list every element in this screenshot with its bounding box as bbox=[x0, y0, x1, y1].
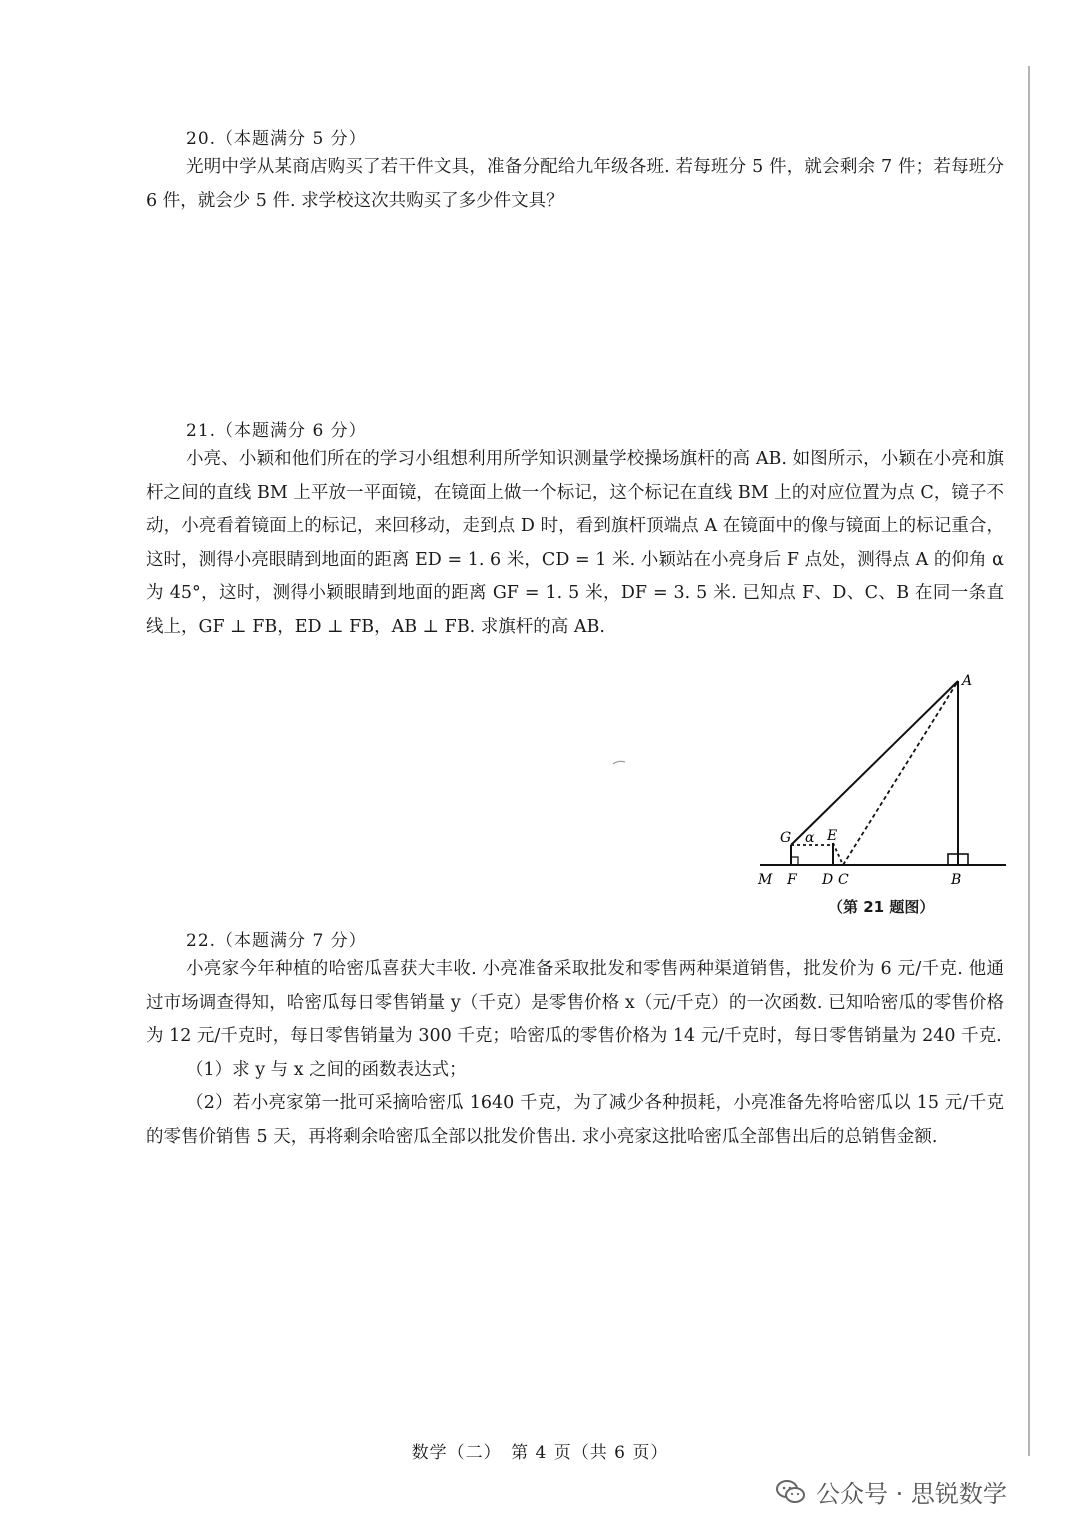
q21-body bbox=[146, 443, 1004, 644]
page-edge-line bbox=[1028, 66, 1030, 1456]
label-f: F bbox=[787, 872, 797, 888]
q21-header: 21.（本题满分 6 分） bbox=[186, 421, 367, 441]
q22-text: 小亮家今年种植的哈密瓜喜获大丰收. 小亮准备采取批发和零售两种渠道销售，批发价为 6 元/千克. 他通过市场调查得知，哈密瓜每日零售销量 y（千克）是零售价格 x（元/千克）的一次函数. 已知哈密瓜的零售价格为 12 元/千克时，每日零售销量为 300 千克；哈密瓜的零售价格为 14 元/千克时，每日零售销量为 240 千克. bbox=[146, 959, 1004, 1046]
label-c: C bbox=[838, 872, 849, 888]
scan-smudge bbox=[612, 758, 626, 766]
q22-body bbox=[146, 953, 1004, 1154]
label-m: M bbox=[758, 872, 773, 888]
sightline-ec bbox=[833, 843, 843, 865]
q21-text: 小亮、小颖和他们所在的学习小组想利用所学知识测量学校操场旗杆的高 AB. 如图所示，小颖在小亮和旗杆之间的直线 BM 上平放一平面镜，在镜面上做一个标记，这个标记在直线 BM 上的对应位置为点 C，镜子不动，小亮看着镜面上的标记，来回移动，走到点 D 时，看到旗杆顶端点 A 在镜面中的像与镜面上的标记重合，这时，测得小亮眼睛到地面的距离 ED = 1. 6 米，CD = 1 米. 小颖站在小亮身后 F 点处，测得点 A 的仰角 α 为 45°，这时，测得小颖眼睛到地面的距离 GF = 1. 5 米，DF = 3. 5 米. 已知点 F、D、C、B 在同一条直线上，GF ⊥ FB，ED ⊥ FB，AB ⊥ FB. 求旗杆的高 AB. bbox=[146, 449, 1004, 637]
label-e: E bbox=[827, 828, 838, 844]
q22-part2: （2）若小亮家第一批可采摘哈密瓜 1640 千克，为了减少各种损耗，小亮准备先将哈密瓜以 15 元/千克的零售价销售 5 天，再将剩余哈密瓜全部以批发价售出. 求小亮家这批哈密瓜全部售出后的总销售金额. bbox=[146, 1093, 1004, 1147]
q20-body bbox=[146, 151, 1004, 218]
label-b: B bbox=[951, 872, 962, 888]
q21-figure bbox=[750, 665, 1020, 895]
watermark-text: 公众号 · 思锐数学 bbox=[816, 1480, 1007, 1508]
reflection-ca bbox=[843, 681, 958, 865]
label-d: D bbox=[822, 872, 834, 888]
label-a: A bbox=[962, 673, 973, 689]
label-g: G bbox=[780, 830, 792, 846]
figure-caption: （第 21 题图） bbox=[828, 898, 935, 916]
q20-header: 20.（本题满分 5 分） bbox=[186, 129, 367, 149]
wechat-icon bbox=[776, 1479, 806, 1505]
watermark bbox=[776, 1474, 1007, 1509]
q20-text: 光明中学从某商店购买了若干件文具，准备分配给九年级各班. 若每班分 5 件，就会剩余 7 件；若每班分 6 件，就会少 5 件. 求学校这次共购买了多少件文具？ bbox=[146, 157, 1004, 211]
sightline-ga bbox=[791, 681, 958, 845]
right-angle-f bbox=[791, 857, 798, 865]
q22-part1: （1）求 y 与 x 之间的函数表达式； bbox=[186, 1059, 467, 1080]
label-alpha: α bbox=[805, 830, 815, 846]
q22-header: 22.（本题满分 7 分） bbox=[186, 931, 367, 951]
page-footer: 数学（二） 第 4 页（共 6 页） bbox=[411, 1443, 669, 1463]
